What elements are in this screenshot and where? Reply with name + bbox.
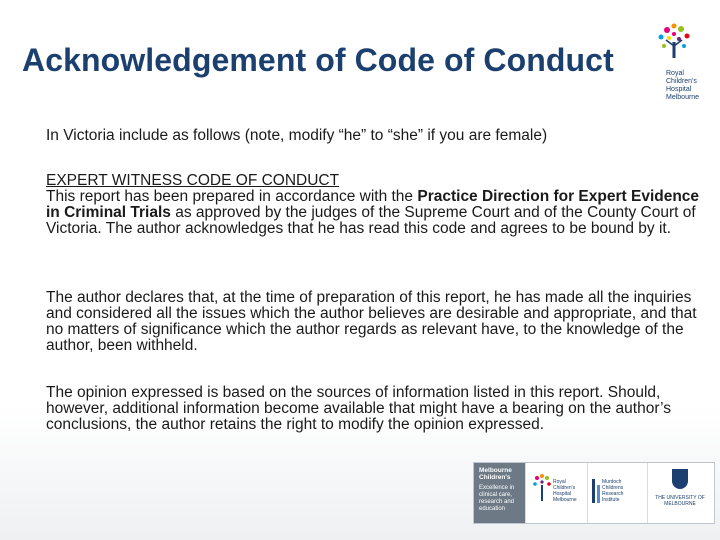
- rch-footer-text: Royal Children's Hospital Melbourne: [553, 479, 577, 503]
- mcri-bar-icon: [592, 479, 602, 503]
- rch-footer-logo: [526, 463, 588, 523]
- code-heading: EXPERT WITNESS CODE OF CONDUCT: [46, 172, 340, 189]
- university-of-melbourne-logo: [648, 463, 712, 523]
- uom-text: THE UNIVERSITY OF MELBOURNE: [655, 495, 705, 507]
- mcri-text: Murdoch Childrens Research Institute: [602, 479, 624, 503]
- intro-text: In Victoria include as follows (note, modify “he” to “she” if you are female): [46, 127, 548, 144]
- code-of-conduct-paragraph: [46, 173, 701, 237]
- page-title: Acknowledgement of Code of Conduct: [22, 42, 614, 78]
- tree-icon: [659, 24, 690, 59]
- rch-tree-icon: [531, 473, 553, 509]
- para1-text-a: This report has been prepared in accordance with the: [46, 188, 418, 205]
- mcri-logo: [588, 463, 648, 523]
- mcm-subtitle: Excellence in clinical care, research and education: [479, 485, 515, 512]
- mcm-title: Melbourne Children's: [479, 467, 512, 481]
- rch-logo-text: Royal Children's Hospital Melbourne: [666, 70, 700, 101]
- uom-shield-icon: [672, 469, 688, 489]
- opinion-paragraph: The opinion expressed is based on the sources of information listed in this report. Should, however, additional information become available that might have a bearing on the author’s conclusions, the author retains the right to modify the opinion expressed.: [46, 384, 671, 433]
- footer-logo-strip: [473, 462, 715, 524]
- practice-direction-title: Practice Direction for Expert Evidence in Criminal Trials: [46, 188, 700, 221]
- para1-text-b: as approved by the judges of the Supreme Court and of the County Court of Victoria. The author acknowledges that he has read this code and agrees to be bound by it.: [46, 204, 696, 237]
- declaration-paragraph: The author declares that, at the time of preparation of this report, he has made all the inquiries and considered all the issues which the author believes are desirable and appropriate, and that no matters of significance which the author regards as relevant have, to the knowledge of the author, been withheld.: [46, 289, 697, 354]
- melbourne-childrens-logo: [474, 463, 526, 523]
